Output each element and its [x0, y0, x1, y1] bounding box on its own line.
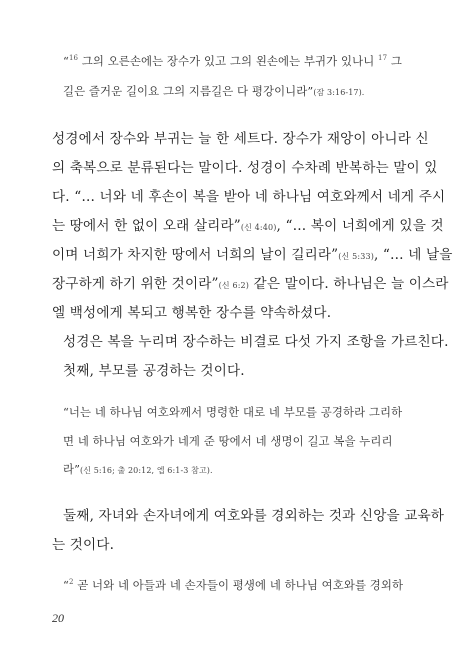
quote-2-line: 면 네 하나님 여호와가 네게 준 땅에서 네 생명이 길고 복을 누리리: [63, 434, 393, 448]
body-line: 성경은 복을 누리며 장수하는 비결로 다섯 가지 조항을 가르친다.: [63, 334, 449, 350]
quote-1-line-1: “$^{16}$ 그의 오른손에는 장수가 있고 그의 왼손에는 부귀가 있나니 $^{17}$ 그: [63, 54, 402, 68]
quote-1-line-2: 길은 즐거운 길이요 그의 지름길은 다 평강이니라”(잠 3:16-17).: [63, 84, 365, 98]
scripture-reference: (신 4:40): [240, 223, 277, 232]
body-line: 엘 백성에게 복되고 행복한 장수를 약속하셨다.: [52, 305, 332, 321]
scripture-reference: (잠 3:16-17).: [313, 88, 365, 97]
body-line: 첫째, 부모를 공경하는 것이다.: [63, 363, 245, 379]
verse-number: 17: [378, 54, 388, 62]
verse-number: 16: [68, 54, 79, 62]
body-line: 의 축복으로 분류된다는 말이다. 성경이 수차례 반복하는 말이 있: [52, 160, 438, 176]
scripture-reference: (신 5:33): [338, 252, 374, 261]
quote-2-line: 라”(신 5:16; 출 20:12, 엡 6:1-3 참고).: [63, 462, 213, 476]
body-line: 는 땅에서 한 없이 오래 살리라”(신 4:40), “… 복이 너희에게 있을 것: [52, 218, 444, 234]
quote-2-line: “너는 네 하나님 여호와께서 명령한 대로 네 부모를 공경하라 그리하: [63, 405, 403, 419]
body-line: 장구하게 하기 위한 것이라”(신 6:2) 같은 말이다. 하나님은 늘 이스라: [52, 276, 449, 292]
scripture-reference: (신 6:2): [218, 281, 250, 290]
page-number: 20: [52, 611, 64, 625]
body-line: 다. “… 너와 네 후손이 복을 받아 네 하나님 여호와께서 네게 주시: [52, 189, 446, 205]
verse-number: 2: [68, 578, 74, 586]
body-line: 이며 너희가 차지한 땅에서 너희의 날이 길리라”(신 5:33), “… 네 날을: [52, 247, 453, 263]
scripture-reference: (신 5:16; 출 20:12, 엡 6:1-3 참고).: [80, 466, 213, 475]
body-line: 둘째, 자녀와 손자녀에게 여호와를 경외하는 것과 신앙을 교육하: [63, 508, 445, 524]
body-line: 는 것이다.: [52, 537, 115, 553]
quote-3-line: “$^2$ 곧 너와 네 아들과 네 손자들이 평생에 네 하나님 여호와를 경외하: [63, 578, 404, 592]
body-line: 성경에서 장수와 부귀는 늘 한 세트다. 장수가 재앙이 아니라 신: [52, 131, 429, 147]
